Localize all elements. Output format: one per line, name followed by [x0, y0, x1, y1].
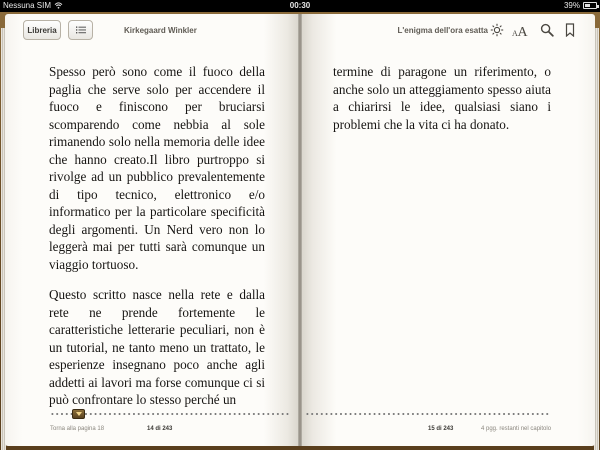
battery-percent: 39%: [563, 1, 580, 10]
book-author: Kirkegaard Winkler: [124, 26, 197, 35]
font-size-icon[interactable]: [511, 23, 531, 37]
right-page-text: [333, 63, 551, 133]
left-page-text: [49, 63, 265, 409]
bookmark-icon[interactable]: [563, 23, 577, 37]
right-page-number: 15 di 243: [428, 426, 454, 432]
book-title: L'enigma dell'ora esatta: [397, 26, 488, 35]
search-icon[interactable]: [540, 23, 554, 37]
scrubber-thumb[interactable]: [72, 409, 85, 419]
library-button[interactable]: Libreria: [23, 20, 61, 40]
paragraph: Questo scritto nasce nella rete e dalla rete ne prende fortemente le caratteristiche letterarie peculiari, non è un tutorial, ne tanto meno un trattato, le esperienze insegnano poco anche agli addetti ai lavori ma forse comunque ci si può confrontare lo stesso perché un: [49, 287, 265, 407]
font-size-small-glyph: A: [512, 29, 518, 37]
table-of-contents-button[interactable]: [68, 20, 93, 40]
paragraph: termine di paragone un riferimento, o anche solo un atteggiamento spesso aiuta a chiarirsi le idee, qualsiasi siano i problemi che la vita ci ha donato.: [333, 64, 551, 132]
page-scrubber-left[interactable]: [50, 413, 290, 415]
font-size-large-glyph: A: [517, 25, 528, 37]
carrier-name: Nessuna SIM: [3, 1, 52, 10]
back-to-page-link[interactable]: Torna alla pagina 18: [50, 426, 105, 432]
paragraph: Spesso però sono come il fuoco della paglia che serve solo per accendere il fuoco e finiscono per bruciarsi scomparendo come nebbia al sole rimanendo solo nella memoria delle idee che hanno creato.Il libro purtroppo si rivolge ad un pubblico prevalentemente di tipo tecnico, elettronico e/o informatico per la particolare specificità degli argomenti. Un Nerd vero non lo leggerà mai per tutti sarà comunque un viaggio tortuoso.: [49, 64, 265, 272]
left-page-number: 14 di 243: [147, 426, 173, 432]
battery-icon: [583, 2, 597, 9]
book-spine: [298, 14, 302, 446]
brightness-icon[interactable]: [490, 23, 504, 37]
page-scrubber-right[interactable]: [305, 413, 550, 415]
list-icon: [76, 26, 86, 34]
battery-level-fill: [585, 4, 590, 7]
pages-remaining: 4 pgg. restanti nel capitolo: [481, 426, 552, 432]
battery-status: [564, 1, 597, 10]
clock: 00:30: [289, 1, 311, 10]
status-bar: [0, 0, 600, 12]
